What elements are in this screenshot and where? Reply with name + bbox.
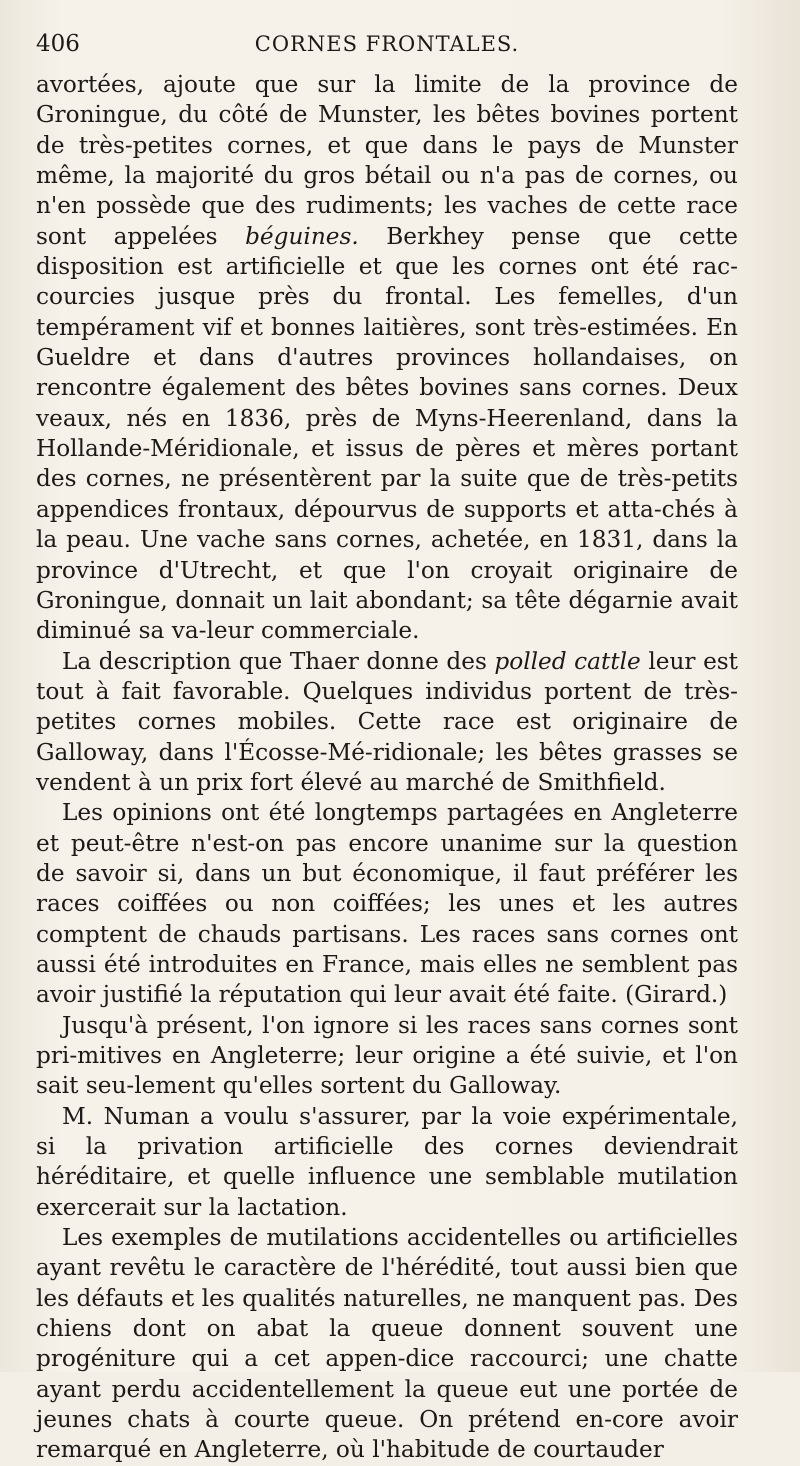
running-title: CORNES FRONTALES. [254, 32, 520, 56]
paragraph [36, 647, 738, 799]
paragraph [36, 1011, 738, 1102]
running-head [36, 26, 738, 70]
text-run: Les opinions ont été longtemps partagées en Angleterre et peut-être n'est-on pas encore unanime sur la question de savoir si, dans un but économique, il faut préférer les races coiffées ou non coiffées; les unes et les autres comptent de chauds partisans. Les races sans cornes ont aussi été introduites en France, mais elles ne semblent pas avoir justifié la réputation qui leur avait été faite. (Girard.) [36, 799, 738, 1009]
text-run: Les exemples de mutilations accidentelles ou artificielles ayant revêtu le caractère de l'hérédité, tout aussi bien que les défauts et les qualités naturelles, ne manquent pas. Des chiens dont on abat la queue donnent souvent une progéniture qui a cet appen-dice raccourci; une chatte ayant perdu accidentellement la queue eut une portée de jeunes chats à courte queue. On prétend en-core avoir remarqué en Angleterre, où l'habitude de courtauder [36, 1224, 738, 1464]
text-run: La description que Thaer donne des [62, 647, 495, 675]
page-number: 406 [36, 31, 80, 57]
paragraph [36, 1223, 738, 1466]
paragraph [36, 70, 738, 647]
body-text [36, 70, 738, 1466]
text-run: Jusqu'à présent, l'on ignore si les races sans cornes sont pri-mitives en Angleterre; leur origine a été suivie, et l'on sait seu-lement qu'elles sortent du Galloway. [36, 1011, 738, 1100]
italic-term: polled cattle [494, 647, 641, 675]
text-run: Berkhey pense que cette disposition est artificielle et que les cornes ont été rac-courcies jusque près du frontal. Les femelles, d'un tempérament vif et bonnes laitières, sont très-estimées. En Gueldre et dans d'autres provinces hollandaises, on rencontre également des bêtes bovines sans cornes. Deux veaux, nés en 1836, près de Myns-Heerenland, dans la Hollande-Méridionale, et issus de pères et mères portant des cornes, ne présentèrent par la suite que de très-petits appendices frontaux, dépourvus de supports et atta-chés à la peau. Une vache sans cornes, achetée, en 1831, dans la province d'Utrecht, et que l'on croyait originaire de Groningue, donnait un lait abondant; sa tête dégarnie avait diminué sa va-leur commerciale. [36, 222, 738, 645]
paragraph [36, 1102, 738, 1223]
text-run: leur est tout à fait favorable. Quelques individus portent de très-petites cornes mobiles. Cette race est originaire de Galloway, dans l'Écosse-Mé-ridionale; les bêtes grasses se vendent à un prix fort élevé au marché de Smithfield. [36, 647, 739, 796]
italic-term: béguines. [245, 222, 359, 250]
text-run: avortées, ajoute que sur la limite de la province de Groningue, du côté de Munster, les bêtes bovines portent de très-petites cornes, et que dans le pays de Munster même, la majorité du gros bétail ou n'a pas de cornes, ou n'en possède que des rudiments; les vaches de cette race sont appelées [36, 71, 738, 250]
text-run: M. Numan a voulu s'assurer, par la voie expérimentale, si la privation artificielle des cornes deviendrait héréditaire, et quelle influence une semblable mutilation exercerait sur la lactation. [36, 1102, 738, 1221]
paragraph [36, 798, 738, 1010]
